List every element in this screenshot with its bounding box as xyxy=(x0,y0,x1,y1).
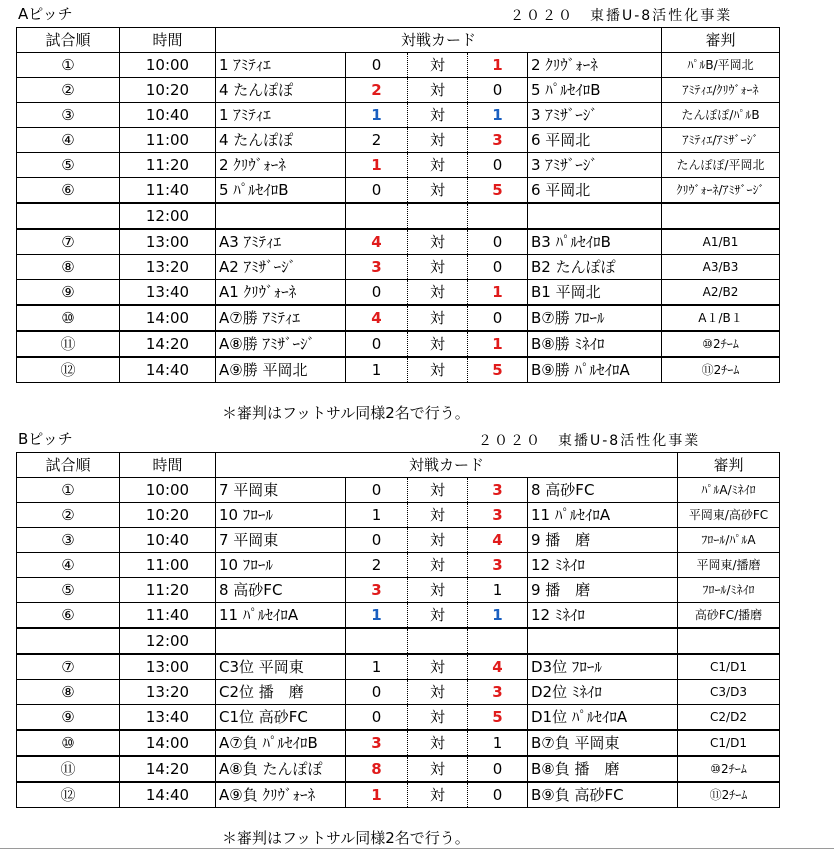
home-score xyxy=(346,782,408,808)
away-team xyxy=(528,203,662,229)
home-score-value: 0 xyxy=(371,708,382,726)
match-row xyxy=(17,756,780,782)
match-number: ③ xyxy=(17,103,120,128)
home-score xyxy=(346,680,408,705)
home-score-value: 4 xyxy=(371,309,382,327)
referee: A2/B2 xyxy=(662,280,780,306)
home-score-value: 1 xyxy=(371,786,382,804)
versus-mark: 対 xyxy=(408,280,468,306)
match-row xyxy=(17,103,780,128)
away-score-value: 3 xyxy=(492,683,503,701)
versus-mark: 対 xyxy=(408,103,468,128)
page-bottom-divider xyxy=(0,848,834,849)
match-time: 12:00 xyxy=(120,628,216,654)
versus-mark: 対 xyxy=(408,680,468,705)
home-score xyxy=(346,628,408,654)
header-match-card: 対戦カード xyxy=(216,28,662,53)
away-score xyxy=(468,603,528,629)
match-row xyxy=(17,553,780,578)
match-number: ② xyxy=(17,503,120,528)
referee: ﾊﾟﾙA/ﾐﾈｲﾛ xyxy=(678,478,780,503)
home-score xyxy=(346,357,408,383)
match-number: ⑦ xyxy=(17,229,120,255)
versus-mark: 対 xyxy=(408,153,468,178)
match-time: 12:00 xyxy=(120,203,216,229)
match-row xyxy=(17,203,780,229)
home-score-value: 0 xyxy=(371,181,382,199)
away-score xyxy=(468,705,528,731)
match-row xyxy=(17,503,780,528)
home-score xyxy=(346,705,408,731)
referee: ⑩2ﾁｰﾑ xyxy=(662,331,780,357)
home-score-value: 0 xyxy=(371,481,382,499)
home-score xyxy=(346,128,408,153)
home-team: 7 平岡東 xyxy=(216,478,346,503)
away-score xyxy=(468,503,528,528)
versus-mark: 対 xyxy=(408,305,468,331)
home-score-value: 0 xyxy=(371,531,382,549)
away-score xyxy=(468,78,528,103)
home-score xyxy=(346,305,408,331)
referee: C1/D1 xyxy=(678,730,780,756)
away-score-value: 1 xyxy=(492,56,503,74)
home-team: 8 高砂FC xyxy=(216,578,346,603)
match-row xyxy=(17,680,780,705)
versus-mark: 対 xyxy=(408,553,468,578)
away-score-value: 3 xyxy=(492,131,503,149)
match-number: ⑨ xyxy=(17,705,120,731)
home-score-value: 1 xyxy=(371,156,382,174)
match-row xyxy=(17,478,780,503)
away-team: B⑨勝 ﾊﾟﾙｾｲﾛA xyxy=(528,357,662,383)
match-time: 11:20 xyxy=(120,153,216,178)
home-score-value: 8 xyxy=(371,760,382,778)
home-team: A3 ｱﾐﾃｨｴ xyxy=(216,229,346,255)
away-score xyxy=(468,229,528,255)
away-team: D1位 ﾊﾟﾙｾｲﾛA xyxy=(528,705,678,731)
home-team: A2 ｱﾐｻﾞｰｼﾞ xyxy=(216,255,346,280)
header-order: 試合順 xyxy=(17,453,120,478)
away-score-value: 5 xyxy=(492,708,503,726)
header-referee: 審判 xyxy=(678,453,780,478)
match-row xyxy=(17,255,780,280)
away-score xyxy=(468,128,528,153)
home-team: A⑨負 ｸﾘｳﾞｫｰﾈ xyxy=(216,782,346,808)
referee: ﾊﾟﾙB/平岡北 xyxy=(662,53,780,78)
away-team: 6 平岡北 xyxy=(528,128,662,153)
pitch-b-event-name: ２０２０ 東播U-8活性化事業 xyxy=(478,433,701,449)
referee xyxy=(678,628,780,654)
versus-mark: 対 xyxy=(408,478,468,503)
referee: ⑩2ﾁｰﾑ xyxy=(678,756,780,782)
away-score-value: 0 xyxy=(492,760,503,778)
home-score xyxy=(346,255,408,280)
header-time: 時間 xyxy=(120,453,216,478)
away-team: 3 ｱﾐｻﾞｰｼﾞ xyxy=(528,103,662,128)
match-row xyxy=(17,654,780,680)
versus-mark: 対 xyxy=(408,178,468,204)
away-team: 12 ﾐﾈｲﾛ xyxy=(528,603,678,629)
home-team: 5 ﾊﾟﾙｾｲﾛB xyxy=(216,178,346,204)
match-number: ② xyxy=(17,78,120,103)
referee: ｸﾘｳﾞｫｰﾈ/ｱﾐｻﾞｰｼﾞ xyxy=(662,178,780,204)
match-number: ⑧ xyxy=(17,255,120,280)
match-number: ⑩ xyxy=(17,305,120,331)
match-row xyxy=(17,280,780,306)
match-row xyxy=(17,528,780,553)
versus-mark: 対 xyxy=(408,53,468,78)
match-number: ⑪ xyxy=(17,331,120,357)
pitch-b-referee-note: ＊審判はフットサル同様2名で行う。 xyxy=(222,829,470,847)
away-team: 2 ｸﾘｳﾞｫｰﾈ xyxy=(528,53,662,78)
away-score xyxy=(468,280,528,306)
versus-mark: 対 xyxy=(408,331,468,357)
home-score-value: 2 xyxy=(371,556,382,574)
referee: たんぽぽ/平岡北 xyxy=(662,153,780,178)
referee: 高砂FC/播磨 xyxy=(678,603,780,629)
home-team xyxy=(216,628,346,654)
away-score-value: 3 xyxy=(492,506,503,524)
match-number xyxy=(17,628,120,654)
referee xyxy=(662,203,780,229)
home-score xyxy=(346,78,408,103)
versus-mark: 対 xyxy=(408,255,468,280)
home-team: 11 ﾊﾟﾙｾｲﾛA xyxy=(216,603,346,629)
match-time: 14:00 xyxy=(120,730,216,756)
away-team: D3位 ﾌﾛｰﾙ xyxy=(528,654,678,680)
match-number: ④ xyxy=(17,128,120,153)
away-score xyxy=(468,357,528,383)
match-number: ⑥ xyxy=(17,178,120,204)
header-referee: 審判 xyxy=(662,28,780,53)
home-score-value: 3 xyxy=(371,581,382,599)
match-time: 11:00 xyxy=(120,553,216,578)
away-score-value: 1 xyxy=(492,283,503,301)
home-score xyxy=(346,229,408,255)
away-team: B3 ﾊﾟﾙｾｲﾛB xyxy=(528,229,662,255)
away-team: 5 ﾊﾟﾙｾｲﾛB xyxy=(528,78,662,103)
match-number: ⑫ xyxy=(17,357,120,383)
match-time: 10:00 xyxy=(120,478,216,503)
away-team: B1 平岡北 xyxy=(528,280,662,306)
match-number: ⑤ xyxy=(17,153,120,178)
referee: C1/D1 xyxy=(678,654,780,680)
away-score-value: 0 xyxy=(492,156,503,174)
match-time: 14:40 xyxy=(120,782,216,808)
away-score-value: 1 xyxy=(492,734,503,752)
home-score-value: 0 xyxy=(371,56,382,74)
away-team: B⑧勝 ﾐﾈｲﾛ xyxy=(528,331,662,357)
home-team xyxy=(216,203,346,229)
match-row xyxy=(17,178,780,204)
referee: ⑪2ﾁｰﾑ xyxy=(678,782,780,808)
away-score xyxy=(468,680,528,705)
match-number: ④ xyxy=(17,553,120,578)
referee: A3/B3 xyxy=(662,255,780,280)
match-row xyxy=(17,305,780,331)
away-team: B⑨負 高砂FC xyxy=(528,782,678,808)
home-score-value: 3 xyxy=(371,258,382,276)
home-score xyxy=(346,280,408,306)
home-score xyxy=(346,553,408,578)
home-team: 10 ﾌﾛｰﾙ xyxy=(216,503,346,528)
match-number: ① xyxy=(17,478,120,503)
versus-mark: 対 xyxy=(408,654,468,680)
home-score xyxy=(346,603,408,629)
match-row xyxy=(17,730,780,756)
away-score-value: 5 xyxy=(492,181,503,199)
away-score-value: 1 xyxy=(492,581,503,599)
referee: A1/B1 xyxy=(662,229,780,255)
away-score xyxy=(468,203,528,229)
match-number xyxy=(17,203,120,229)
match-number: ⑧ xyxy=(17,680,120,705)
home-score xyxy=(346,103,408,128)
match-time: 13:20 xyxy=(120,255,216,280)
home-team: A⑧勝 ｱﾐｻﾞｰｼﾞ xyxy=(216,331,346,357)
away-score xyxy=(468,730,528,756)
pitch-a-title: Aピッチ xyxy=(18,5,73,23)
versus-mark: 対 xyxy=(408,229,468,255)
referee: たんぽぽ/ﾊﾟﾙB xyxy=(662,103,780,128)
home-team: A⑧負 たんぽぽ xyxy=(216,756,346,782)
home-team: A⑨勝 平岡北 xyxy=(216,357,346,383)
home-team: A⑦負 ﾊﾟﾙｾｲﾛB xyxy=(216,730,346,756)
home-score-value: 1 xyxy=(371,658,382,676)
referee: ﾌﾛｰﾙ/ﾐﾈｲﾛ xyxy=(678,578,780,603)
home-team: A⑦勝 ｱﾐﾃｨｴ xyxy=(216,305,346,331)
match-time: 14:00 xyxy=(120,305,216,331)
away-score-value: 0 xyxy=(492,309,503,327)
away-team: 8 高砂FC xyxy=(528,478,678,503)
pitch-a-schedule-table xyxy=(16,27,780,383)
home-score-value: 2 xyxy=(371,81,382,99)
away-team: B⑦勝 ﾌﾛｰﾙ xyxy=(528,305,662,331)
match-number: ⑤ xyxy=(17,578,120,603)
match-number: ③ xyxy=(17,528,120,553)
home-score xyxy=(346,503,408,528)
home-score-value: 4 xyxy=(371,233,382,251)
away-score xyxy=(468,578,528,603)
match-row xyxy=(17,603,780,629)
away-score xyxy=(468,331,528,357)
away-score-value: 0 xyxy=(492,786,503,804)
away-score xyxy=(468,553,528,578)
match-row xyxy=(17,357,780,383)
match-row xyxy=(17,782,780,808)
home-score-value: 1 xyxy=(371,106,382,124)
away-score-value: 3 xyxy=(492,556,503,574)
home-score xyxy=(346,203,408,229)
versus-mark xyxy=(408,203,468,229)
home-score xyxy=(346,730,408,756)
match-time: 10:20 xyxy=(120,503,216,528)
versus-mark: 対 xyxy=(408,528,468,553)
header-match-card: 対戦カード xyxy=(216,453,678,478)
match-time: 11:00 xyxy=(120,128,216,153)
home-score xyxy=(346,178,408,204)
away-score xyxy=(468,654,528,680)
away-score-value: 0 xyxy=(492,258,503,276)
away-team: 9 播 磨 xyxy=(528,528,678,553)
versus-mark: 対 xyxy=(408,78,468,103)
match-row xyxy=(17,128,780,153)
away-score xyxy=(468,782,528,808)
home-score-value: 0 xyxy=(371,335,382,353)
home-score-value: 3 xyxy=(371,734,382,752)
home-score-value: 2 xyxy=(371,131,382,149)
away-score-value: 0 xyxy=(492,81,503,99)
match-time: 14:20 xyxy=(120,331,216,357)
away-team: 12 ﾐﾈｲﾛ xyxy=(528,553,678,578)
match-number: ⑦ xyxy=(17,654,120,680)
away-score xyxy=(468,478,528,503)
away-score-value: 1 xyxy=(492,606,503,624)
home-team: C1位 高砂FC xyxy=(216,705,346,731)
home-score-value: 1 xyxy=(371,606,382,624)
referee: A１/B１ xyxy=(662,305,780,331)
header-order: 試合順 xyxy=(17,28,120,53)
versus-mark: 対 xyxy=(408,730,468,756)
away-score xyxy=(468,756,528,782)
home-team: C3位 平岡東 xyxy=(216,654,346,680)
home-team: 1 ｱﾐﾃｨｴ xyxy=(216,53,346,78)
match-row xyxy=(17,53,780,78)
away-score xyxy=(468,53,528,78)
pitch-a-event-name: ２０２０ 東播U-8活性化事業 xyxy=(510,8,733,24)
home-score xyxy=(346,528,408,553)
match-row xyxy=(17,78,780,103)
referee: ⑪2ﾁｰﾑ xyxy=(662,357,780,383)
match-time: 13:00 xyxy=(120,229,216,255)
match-number: ⑨ xyxy=(17,280,120,306)
home-score xyxy=(346,756,408,782)
match-time: 13:00 xyxy=(120,654,216,680)
match-row xyxy=(17,628,780,654)
match-row xyxy=(17,705,780,731)
home-score-value: 0 xyxy=(371,283,382,301)
versus-mark xyxy=(408,628,468,654)
match-row xyxy=(17,153,780,178)
away-score xyxy=(468,528,528,553)
match-time: 10:40 xyxy=(120,528,216,553)
referee: C3/D3 xyxy=(678,680,780,705)
versus-mark: 対 xyxy=(408,357,468,383)
away-team: 3 ｱﾐｻﾞｰｼﾞ xyxy=(528,153,662,178)
away-team: 11 ﾊﾟﾙｾｲﾛA xyxy=(528,503,678,528)
home-score xyxy=(346,53,408,78)
match-time: 10:40 xyxy=(120,103,216,128)
away-score-value: 1 xyxy=(492,335,503,353)
referee: ｱﾐﾃｨｴ/ｱﾐｻﾞｰｼﾞ xyxy=(662,128,780,153)
away-score-value: 1 xyxy=(492,106,503,124)
match-number: ⑩ xyxy=(17,730,120,756)
home-score xyxy=(346,578,408,603)
away-score xyxy=(468,153,528,178)
match-time: 11:20 xyxy=(120,578,216,603)
match-time: 11:40 xyxy=(120,603,216,629)
header-time: 時間 xyxy=(120,28,216,53)
versus-mark: 対 xyxy=(408,756,468,782)
away-team: B⑧負 播 磨 xyxy=(528,756,678,782)
home-team: 7 平岡東 xyxy=(216,528,346,553)
referee: C2/D2 xyxy=(678,705,780,731)
away-team: D2位 ﾐﾈｲﾛ xyxy=(528,680,678,705)
pitch-b-schedule-table xyxy=(16,452,780,808)
match-time: 11:40 xyxy=(120,178,216,204)
match-time: 13:40 xyxy=(120,280,216,306)
match-time: 13:40 xyxy=(120,705,216,731)
away-score xyxy=(468,178,528,204)
versus-mark: 対 xyxy=(408,603,468,629)
away-score xyxy=(468,103,528,128)
away-score xyxy=(468,305,528,331)
away-team: 6 平岡北 xyxy=(528,178,662,204)
versus-mark: 対 xyxy=(408,578,468,603)
match-time: 14:40 xyxy=(120,357,216,383)
home-team: 1 ｱﾐﾃｨｴ xyxy=(216,103,346,128)
match-number: ① xyxy=(17,53,120,78)
home-score xyxy=(346,331,408,357)
match-number: ⑫ xyxy=(17,782,120,808)
match-number: ⑥ xyxy=(17,603,120,629)
pitch-a-referee-note: ＊審判はフットサル同様2名で行う。 xyxy=(222,404,470,422)
versus-mark: 対 xyxy=(408,128,468,153)
home-score xyxy=(346,654,408,680)
home-score-value: 1 xyxy=(371,361,382,379)
away-score-value: 4 xyxy=(492,658,503,676)
home-score-value: 0 xyxy=(371,683,382,701)
referee: ﾌﾛｰﾙ/ﾊﾟﾙA xyxy=(678,528,780,553)
versus-mark: 対 xyxy=(408,705,468,731)
referee: 平岡東/播磨 xyxy=(678,553,780,578)
away-score xyxy=(468,255,528,280)
away-team: 9 播 磨 xyxy=(528,578,678,603)
home-score xyxy=(346,478,408,503)
pitch-b-title: Bピッチ xyxy=(18,430,73,448)
match-time: 13:20 xyxy=(120,680,216,705)
match-row xyxy=(17,578,780,603)
referee: 平岡東/高砂FC xyxy=(678,503,780,528)
away-team xyxy=(528,628,678,654)
match-time: 10:00 xyxy=(120,53,216,78)
home-team: 2 ｸﾘｳﾞｫｰﾈ xyxy=(216,153,346,178)
home-team: A1 ｸﾘｳﾞｫｰﾈ xyxy=(216,280,346,306)
away-team: B2 たんぽぽ xyxy=(528,255,662,280)
referee: ｱﾐﾃｨｴ/ｸﾘｳﾞｫｰﾈ xyxy=(662,78,780,103)
match-row xyxy=(17,331,780,357)
match-row xyxy=(17,229,780,255)
away-score-value: 0 xyxy=(492,233,503,251)
match-number: ⑪ xyxy=(17,756,120,782)
home-team: 4 たんぽぽ xyxy=(216,78,346,103)
home-team: 4 たんぽぽ xyxy=(216,128,346,153)
match-time: 10:20 xyxy=(120,78,216,103)
away-score-value: 4 xyxy=(492,531,503,549)
home-score xyxy=(346,153,408,178)
away-score-value: 3 xyxy=(492,481,503,499)
away-score xyxy=(468,628,528,654)
match-time: 14:20 xyxy=(120,756,216,782)
home-team: 10 ﾌﾛｰﾙ xyxy=(216,553,346,578)
versus-mark: 対 xyxy=(408,503,468,528)
away-team: B⑦負 平岡東 xyxy=(528,730,678,756)
home-score-value: 1 xyxy=(371,506,382,524)
versus-mark: 対 xyxy=(408,782,468,808)
away-score-value: 5 xyxy=(492,361,503,379)
home-team: C2位 播 磨 xyxy=(216,680,346,705)
